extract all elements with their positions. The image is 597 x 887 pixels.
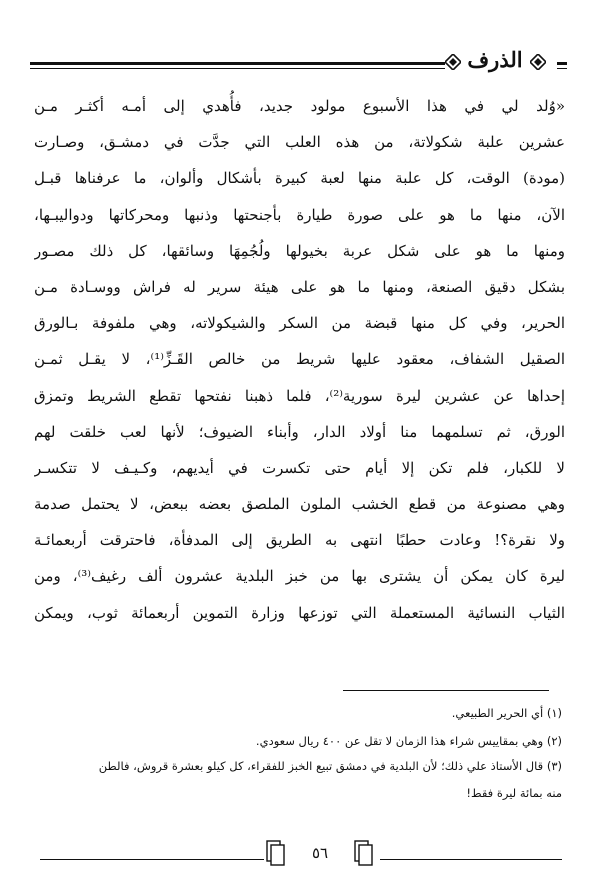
diamond-ornament-icon <box>445 54 461 70</box>
page-number: ٥٦ <box>311 844 329 862</box>
body-line: الثياب النسائية المستعملة التي توزعها وزارة التموين أربعمائة ثوب، ويمكن <box>34 603 565 622</box>
header-double-rule <box>30 62 445 69</box>
body-line: عشرين علبة شكولاتة، من هذه العلب التي جدَّت في دمشـق، وصـارت <box>34 133 565 152</box>
page-frame-icon <box>354 840 374 866</box>
body-line: لا للكبار، فلم تكن إلا أيام حتى تكسرت في أيديهم، وكـيـف لا تتكسـر <box>34 458 565 477</box>
body-line: ليرة كان يمكن أن يشترى بها من خبز البلدية عشرون ألف رغيف⁽³⁾، ومن <box>34 567 565 586</box>
page-frame-icon <box>266 840 286 866</box>
footnote-2: (٢) وهي بمقاييس شراء هذا الزمان لا تقل عن ٤٠٠ ريال سعودي. <box>255 734 562 748</box>
body-line: الورق، ثم تسلمهما منا أولاد الدار، وأبناء الضيوف؛ لأنها لعب خلقت لهم <box>34 422 565 441</box>
body-line: الصقيل الشفاف، معقود عليها شريط من خالص القَـزِّ⁽¹⁾، لا يقـل ثمـن <box>34 350 565 369</box>
header-title: الذرف <box>467 47 523 72</box>
body-line: الحرير، وفي كل منها قبضة من السكر والشيكولاته، وهي ملفوفة بـالورق <box>34 314 565 333</box>
body-line: ولا نقرة؟! وعادت حطبًا انتهى به الطريق إلى المدفأة، فاحترقت أربعمائـة <box>34 531 565 550</box>
body-line: بشكل دقيق الصنعة، ومنها ما هو على هيئة سرير له فراش ووسـادة مـن <box>34 277 565 296</box>
page-footer <box>30 832 567 872</box>
body-line: وهي مصنوعة من قطع الخشب الملون الملصق بعضه ببعض، لا يحتمل صدمة <box>34 495 565 514</box>
footer-rule <box>380 859 562 860</box>
footnote-separator <box>343 690 549 691</box>
body-line: (مودة) الوقت، كل علبة منها لعبة كبيرة بأشكال وألوان، ما عرفناها قبـل <box>34 169 565 188</box>
diamond-ornament-icon <box>530 54 546 70</box>
body-line: ومنها ما هو على شكل عربة بخيولها ولُجُمِهَا وسائقها، كل ذلك مصـور <box>34 241 565 260</box>
body-line: «وُلد لي في هذا الأسبوع مولود جديد، فأُهدي إلى أمـه أكثـر مـن <box>34 97 565 115</box>
running-header <box>30 40 567 80</box>
footnote-3: (٣) قال الأستاذ علي ذلك؛ لأن البلدية في دمشق تبيع الخبز للفقراء، كل كيلو بعشرة قروش، فالطن <box>98 759 562 773</box>
body-line: إحداها عن عشرين ليرة سورية⁽²⁾، فلما ذهبنا نفتحها تقطع الشريط وتمزق <box>34 386 565 405</box>
footer-rule <box>40 859 264 860</box>
footnote-1: (١) أي الحرير الطبيعي. <box>451 706 562 720</box>
body-line: الآن، منها ما هو على صورة طيارة بأجنحتها وذنبها ومحركاتها ودواليبـها، <box>34 205 565 224</box>
footnotes <box>30 705 562 802</box>
body-text <box>34 88 565 631</box>
footnote-3-continued: منه بمائة ليرة فقط! <box>466 786 562 800</box>
header-double-rule-end <box>557 62 567 69</box>
